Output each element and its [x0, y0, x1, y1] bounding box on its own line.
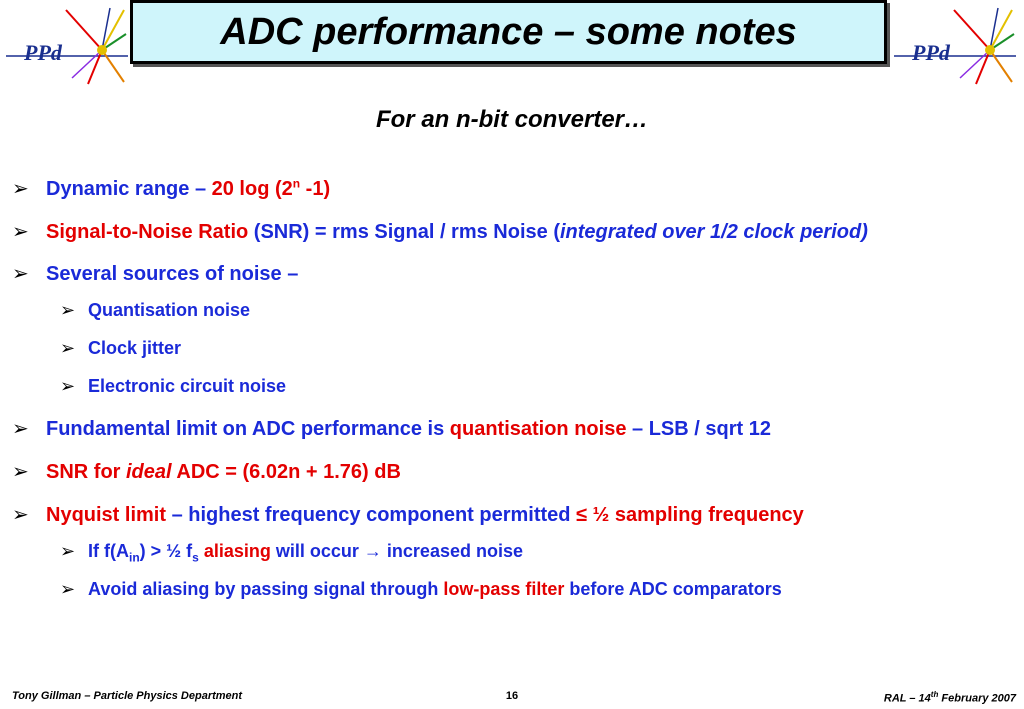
sub-bullet-avoid-aliasing: ➢ Avoid aliasing by passing signal through low-pass filter before ADC comparators: [60, 579, 782, 599]
page-number: 16: [505, 690, 519, 702]
arrow-bullet-icon: ➢: [12, 418, 29, 440]
arrow-bullet-icon: ➢: [12, 221, 29, 243]
arrow-bullet-icon: ➢: [12, 461, 29, 483]
bullet-fundamental-limit: ➢ Fundamental limit on ADC performance is quantisation noise – LSB / sqrt 12: [12, 418, 771, 440]
arrow-bullet-icon: ➢: [60, 541, 76, 561]
arrow-bullet-icon: ➢: [12, 178, 29, 200]
arrow-bullet-icon: ➢: [60, 300, 76, 320]
ppd-logo-left: [6, 4, 128, 86]
subtitle: For an n-bit converter…: [375, 106, 649, 133]
arrow-bullet-icon: ➢: [12, 504, 29, 526]
sub-bullet-aliasing: ➢ If $f(A_{in})$ > ½ $f_s$ aliasing will occur → increased noise: [60, 541, 523, 565]
sub-bullet-quantisation: ➢ Quantisation noise: [60, 300, 251, 320]
bullet-dynamic-range: ➢ Dynamic range – 20 log (2$^n$ -1): [12, 176, 331, 200]
sub-bullet-circuit-noise: ➢ Electronic circuit noise: [60, 376, 287, 396]
footer-date: RAL – 14th February 2007: [883, 690, 1016, 705]
logo-text: PPd: [912, 40, 950, 65]
arrow-bullet-icon: ➢: [60, 579, 76, 599]
sub-bullet-clock-jitter: ➢ Clock jitter: [60, 338, 182, 358]
bullet-nyquist: ➢ Nyquist limit – highest frequency component permitted ≤ ½ sampling frequency: [12, 504, 804, 526]
arrow-bullet-icon: ➢: [12, 263, 29, 285]
title-box: [130, 0, 887, 64]
logo-text: PPd: [24, 40, 62, 65]
bullet-noise-sources: ➢ Several sources of noise –: [12, 263, 299, 285]
footer-author: Tony Gillman – Particle Physics Department: [12, 690, 243, 702]
bullet-snr-ideal: ➢ SNR for ideal ADC = (6.02n + 1.76) dB: [12, 461, 401, 483]
arrow-bullet-icon: ➢: [60, 338, 76, 358]
ppd-logo-right: [894, 4, 1016, 86]
arrow-bullet-icon: ➢: [60, 376, 76, 396]
page-title: ADC performance – some notes: [220, 11, 797, 53]
bullet-snr: ➢ Signal-to-Noise Ratio (SNR) = rms Signal / rms Noise (integrated over 1/2 clock period): [12, 221, 868, 243]
